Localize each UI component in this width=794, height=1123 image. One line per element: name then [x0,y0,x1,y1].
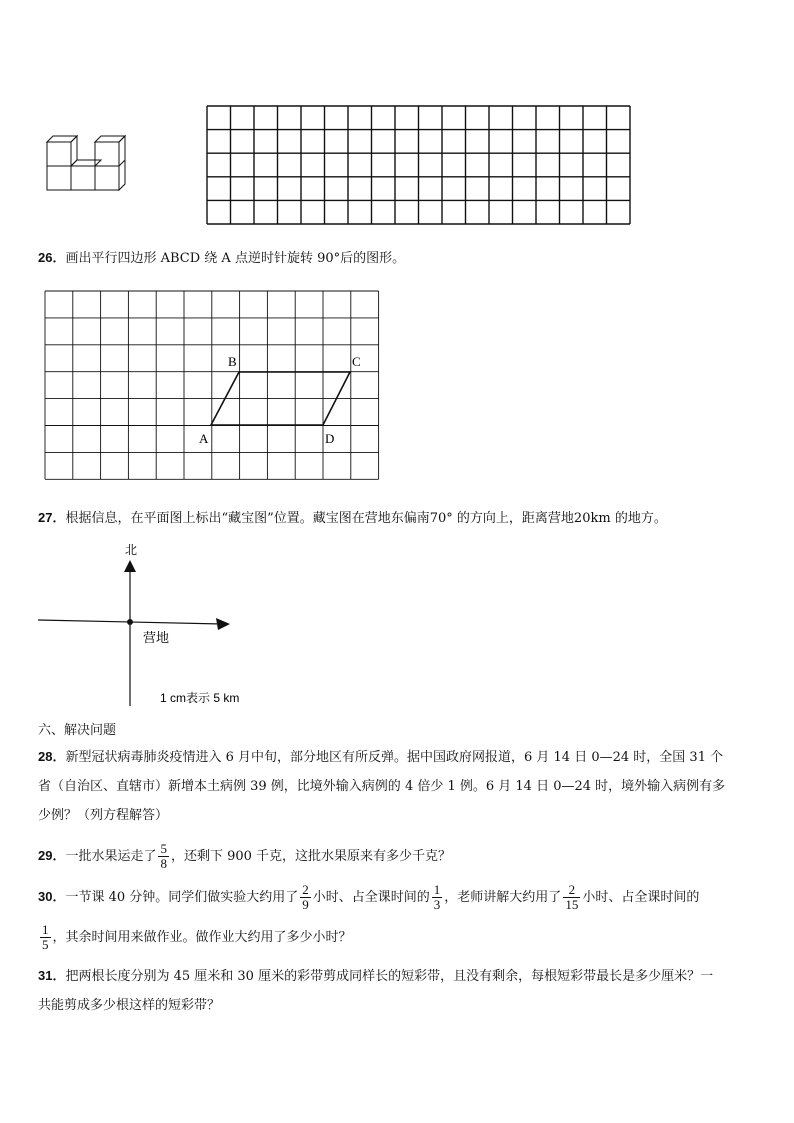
fraction [300,883,311,912]
question-number: 30． [38,889,66,904]
question-text: 一节课 40 分钟。同学们做实验大约用了 [65,890,299,905]
label-a: A [199,431,209,446]
north-label: 北 [125,543,138,557]
camp-point [127,619,133,625]
fraction [158,842,169,871]
question-30-line-2 [38,923,763,952]
numerator: 1 [433,882,441,897]
denominator: 3 [433,897,441,912]
question-text: 小时、占全课时间的 [582,890,700,905]
east-arrow-icon [216,618,230,630]
camp-label: 营地 [143,630,170,645]
fraction [563,883,580,912]
question-text: ，老师讲解大约用了 [444,890,562,905]
question-text: 新型冠状病毒肺炎疫情进入 6 月中旬，部分地区有所反弹。据中国政府网报道，6 月 14 日 0—24 时，全国 31 个 [65,750,724,765]
question-31-line-2: 共能剪成多少根这样的短彩带？ [38,998,221,1013]
label-d: D [325,431,335,446]
question-text: 小时、占全课时间的 [312,890,430,905]
question-number: 31． [38,968,66,983]
numerator: 1 [42,922,49,937]
question-number: 28． [38,749,66,764]
compass-map [36,540,256,710]
question-number: 26． [38,250,66,265]
question-29 [38,842,763,871]
north-arrow-icon [124,560,136,572]
numerator: 2 [568,882,576,897]
section-title: 六、解决问题 [38,723,117,738]
denominator: 5 [42,937,49,952]
question-number: 27． [38,510,66,525]
label-b: B [228,354,237,369]
question-28-line-1 [38,747,763,768]
cube-figure [44,124,134,194]
question-28-line-3: 少例？（列方程解答） [38,808,169,823]
question-27 [38,508,763,529]
label-c: C [352,354,361,369]
numerator: 2 [302,882,309,897]
question-text: 画出平行四边形 ABCD 绕 A 点逆时针旋转 90°后的图形。 [65,251,406,266]
question-30-line-1 [38,883,763,912]
numerator: 5 [160,841,167,856]
question-text: 根据信息，在平面图上标出“藏宝图”位置。藏宝图在营地东偏南70° 的方向上，距离营地20km 的地方。 [65,511,667,526]
denominator: 15 [565,897,579,912]
fraction [432,883,443,912]
question-26 [38,248,763,269]
parallelogram-grid [44,290,382,482]
denominator: 8 [160,856,167,871]
question-text: ，还剩下 900 千克，这批水果原来有多少千克？ [170,849,452,864]
denominator: 9 [302,897,309,912]
fraction [40,923,51,952]
question-text: 一批水果运走了 [65,849,157,864]
question-28-line-2: 省（自治区、直辖市）新增本土病例 39 例，比境外输入病例的 4 倍少 1 例。6 月 14 日 0—24 时，境外输入病例有多 [38,779,726,794]
question-number: 29． [38,848,66,863]
question-text: 把两根长度分别为 45 厘米和 30 厘米的彩带剪成同样长的短彩带，且没有剩余，每根短彩带最长是多少厘米？一 [65,969,714,984]
answer-grid [206,105,634,227]
question-text: ，其余时间用来做作业。做作业大约用了多少小时？ [52,930,352,945]
question-31-line-1 [38,966,763,987]
scale-label: 1 cm表示 5 km [160,691,240,705]
